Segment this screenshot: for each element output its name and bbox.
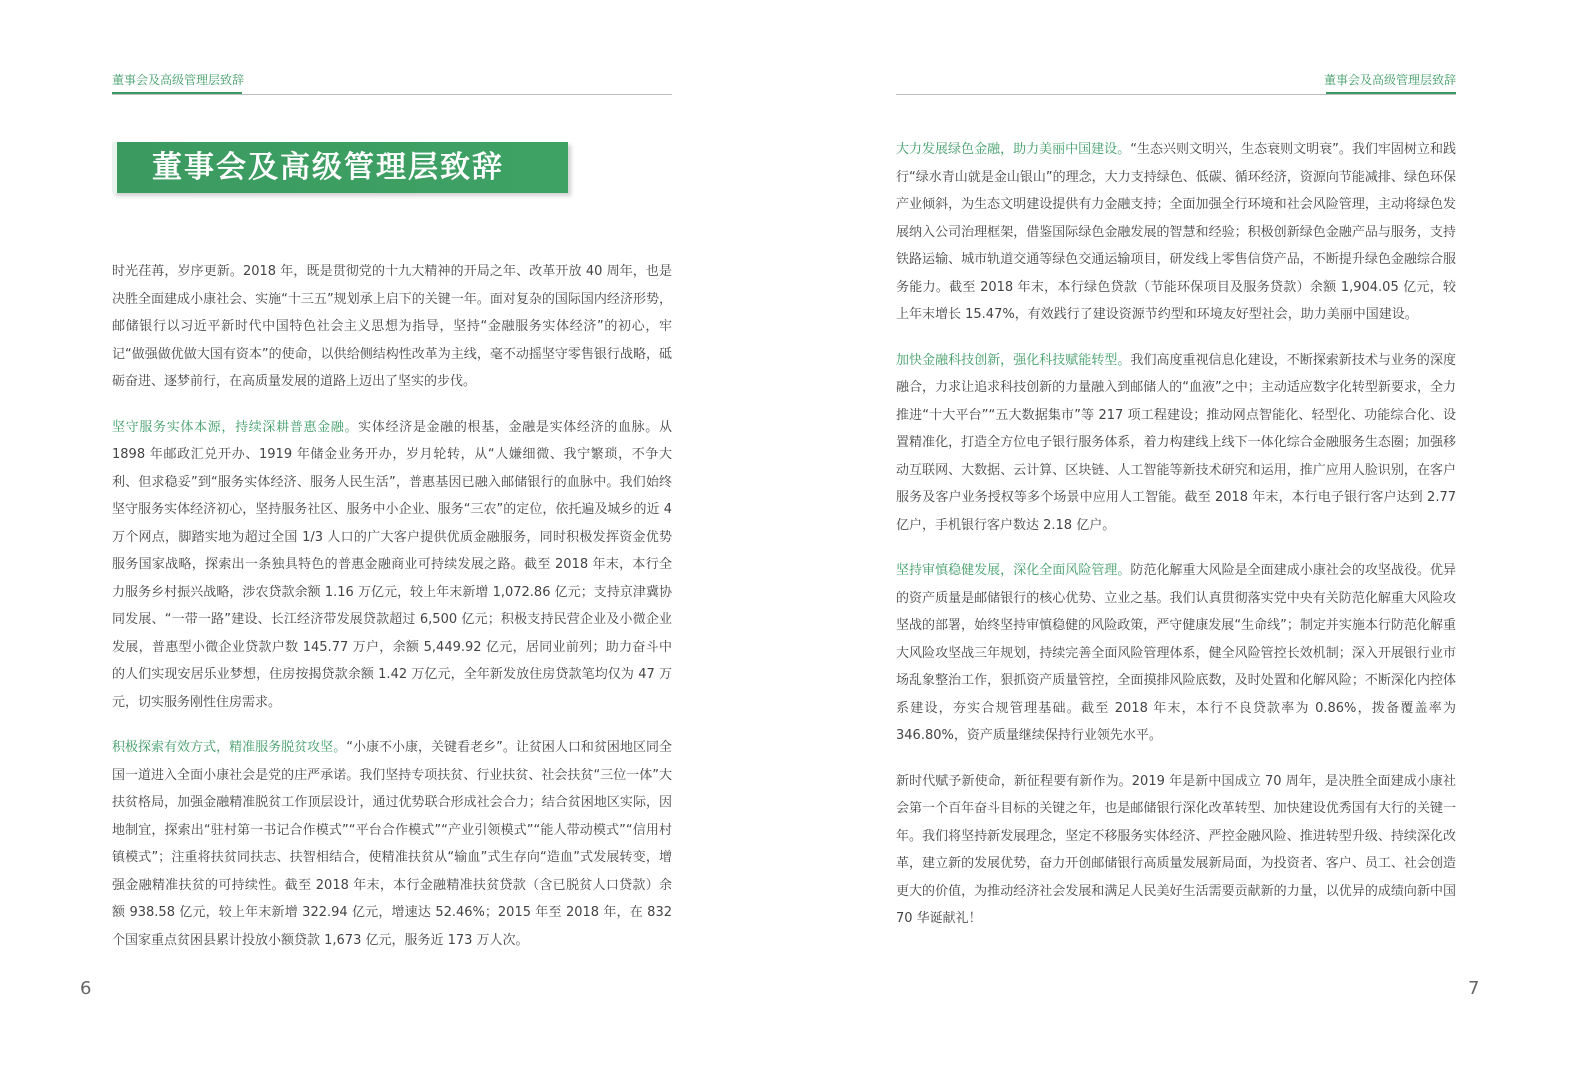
left-body-text (112, 258, 672, 972)
header-divider (896, 94, 1456, 95)
right-page (793, 0, 1587, 1077)
page-number-left: 6 (80, 978, 92, 999)
paragraph (112, 414, 672, 717)
paragraph-lead: 坚持审慎稳健发展，深化全面风险管理。 (896, 563, 1131, 578)
right-body-text (896, 136, 1456, 951)
paragraph (112, 734, 672, 954)
paragraph (896, 768, 1456, 933)
paragraph (112, 258, 672, 396)
page-title: 董事会及高级管理层致辞 (152, 150, 504, 185)
paragraph-text: “生态兴则文明兴，生态衰则文明衰”。我们牢固树立和践行“绿水青山就是金山银山”的理念，大力支持绿色、低碳、循环经济，资源向节能减排、绿色环保产业倾斜，为生态文明建设提供有力金融支持；全面加强全行环境和社会风险管理，主动将绿色发展纳入公司治理框架，借鉴国际绿色金融发展的智慧和经验；积极创新绿色金融产品与服务，支持铁路运输、城市轨道交通等绿色交通运输项目，研发线上零售信贷产品，不断提升绿色金融综合服务能力。截至 2018 年末，本行绿色贷款（节能环保项目及服务贷款）余额 1,904.05 亿元，较上年末增长 15.47%，有效践行了建设资源节约型和环境友好型社会，助力美丽中国建设。 (896, 142, 1456, 322)
header-title-right: 董事会及高级管理层致辞 (1323, 73, 1456, 87)
paragraph-text: 我们高度重视信息化建设，不断探索新技术与业务的深度融合，力求让追求科技创新的力量融入到邮储人的“血液”之中；主动适应数字化转型新要求，全力推进“十大平台”“五大数据集市”等 217 项工程建设；推动网点智能化、轻型化、功能综合化、设置精准化，打造全方位电子银行服务体系，着力构建线上线下一体化综合金融服务生态圈；加强移动互联网、大数据、云计算、区块链、人工智能等新技术研究和运用，推广应用人脸识别，在客户服务及客户业务授权等多个场景中应用人工智能。截至 2018 年末，本行电子银行客户达到 2.77 亿户，手机银行客户数达 2.18 亿户。 (896, 352, 1456, 533)
paragraph-text: 新时代赋予新使命，新征程要有新作为。2019 年是新中国成立 70 周年，是决胜全面建成小康社会第一个百年奋斗目标的关键之年，也是邮储银行深化改革转型、加快建设优秀国有大行的关键一年。我们将坚持新发展理念，坚定不移服务实体经济、严控金融风险、推进转型升级、持续深化改革，建立新的发展优势，奋力开创邮储银行高质量发展新局面，为投资者、客户、员工、社会创造更大的价值，为推动经济社会发展和满足人民美好生活需要贡献新的力量，以优异的成绩向新中国 70 华诞献礼！ (896, 773, 1456, 926)
paragraph-text: “小康不小康，关键看老乡”。让贫困人口和贫困地区同全国一道进入全面小康社会是党的庄严承诺。我们坚持专项扶贫、行业扶贫、社会扶贫“三位一体”大扶贫格局，加强金融精准脱贫工作顶层设计，通过优势联合形成社会合力；结合贫困地区实际，因地制宜，探索出“驻村第一书记合作模式”“平台合作模式”“产业引领模式”“能人带动模式”“信用村镇模式”；注重将扶贫同扶志、扶智相结合，使精准扶贫从“输血”式生存向“造血”式发展转变，增强金融精准扶贫的可持续性。截至 2018 年末，本行金融精准扶贫贷款（含已脱贫人口贷款）余额 938.58 亿元，较上年末新增 322.94 亿元，增速达 52.46%；2015 年至 2018 年，在 832 个国家重点贫困县累计投放小额贷款 1,673 亿元，服务近 173 万人次。 (112, 740, 672, 948)
paragraph (896, 136, 1456, 329)
header-divider (112, 94, 672, 95)
paragraph (896, 557, 1456, 750)
left-page (0, 0, 793, 1077)
paragraph-lead: 坚守服务实体本源，持续深耕普惠金融。 (112, 419, 359, 435)
paragraph-text: 防范化解重大风险是全面建成小康社会的攻坚战役。优异的资产质量是邮储银行的核心优势、立业之基。我们认真贯彻落实党中央有关防范化解重大风险攻坚战的部署，始终坚持审慎稳健的风险政策，严守健康发展“生命线”；制定并实施本行防范化解重大风险攻坚战三年规划，持续完善全面风险管理体系，健全风险管控长效机制；深入开展银行业市场乱象整治工作，狠抓资产质量管控，全面摸排风险底数，及时处置和化解风险；不断深化内控体系建设，夯实合规管理基础。截至 2018 年末，本行不良贷款率为 0.86%，拨备覆盖率为 346.80%，资产质量继续保持行业领先水平。 (896, 563, 1456, 743)
paragraph-text: 时光荏苒，岁序更新。2018 年，既是贯彻党的十九大精神的开局之年、改革开放 40 周年，也是决胜全面建成小康社会、实施“十三五”规划承上启下的关键一年。面对复杂的国际国内经济形势，邮储银行以习近平新时代中国特色社会主义思想为指导，坚持“金融服务实体经济”的初心，牢记“做强做优做大国有资本”的使命，以供给侧结构性改革为主线，毫不动摇坚守零售银行战略，砥砺奋进、逐梦前行，在高质量发展的道路上迈出了坚实的步伐。 (112, 264, 672, 389)
paragraph-lead: 积极探索有效方式，精准服务脱贫攻坚。 (112, 740, 347, 755)
title-banner-edge (112, 142, 117, 193)
paragraph-lead: 大力发展绿色金融，助力美丽中国建设。 (896, 142, 1131, 157)
title-banner (112, 142, 568, 193)
paragraph-text: 实体经济是金融的根基，金融是实体经济的血脉。从 1898 年邮政汇兑开办、1919 年储金业务开办，岁月轮转，从“人嫌细微、我宁繁琐，不争大利、但求稳妥”到“服务实体经济、服务人民生活”，普惠基因已融入邮储银行的血脉中。我们始终坚守服务实体经济初心，坚持服务社区、服务中小企业、服务“三农”的定位，依托遍及城乡的近 4 万个网点，脚踏实地为超过全国 1/3 人口的广大客户提供优质金融服务，同时积极发挥资金优势服务国家战略，探索出一条独具特色的普惠金融商业可持续发展之路。截至 2018 年末，本行全力服务乡村振兴战略，涉农贷款余额 1.16 万亿元，较上年末新增 1,072.86 亿元；支持京津冀协同发展、“一带一路”建设、长江经济带发展贷款超过 6,500 亿元；积极支持民营企业及小微企业发展，普惠型小微企业贷款户数 145.77 万户，余额 5,449.92 亿元，居同业前列；助力奋斗中的人们实现安居乐业梦想，住房按揭贷款余额 1.42 万亿元，全年新发放住房贷款笔均仅为 47 万元，切实服务刚性住房需求。 (112, 419, 672, 710)
header-title-left: 董事会及高级管理层致辞 (112, 73, 245, 87)
paragraph (896, 347, 1456, 540)
page-number-right: 7 (1468, 978, 1480, 999)
paragraph-lead: 加快金融科技创新，强化科技赋能转型。 (896, 352, 1131, 368)
